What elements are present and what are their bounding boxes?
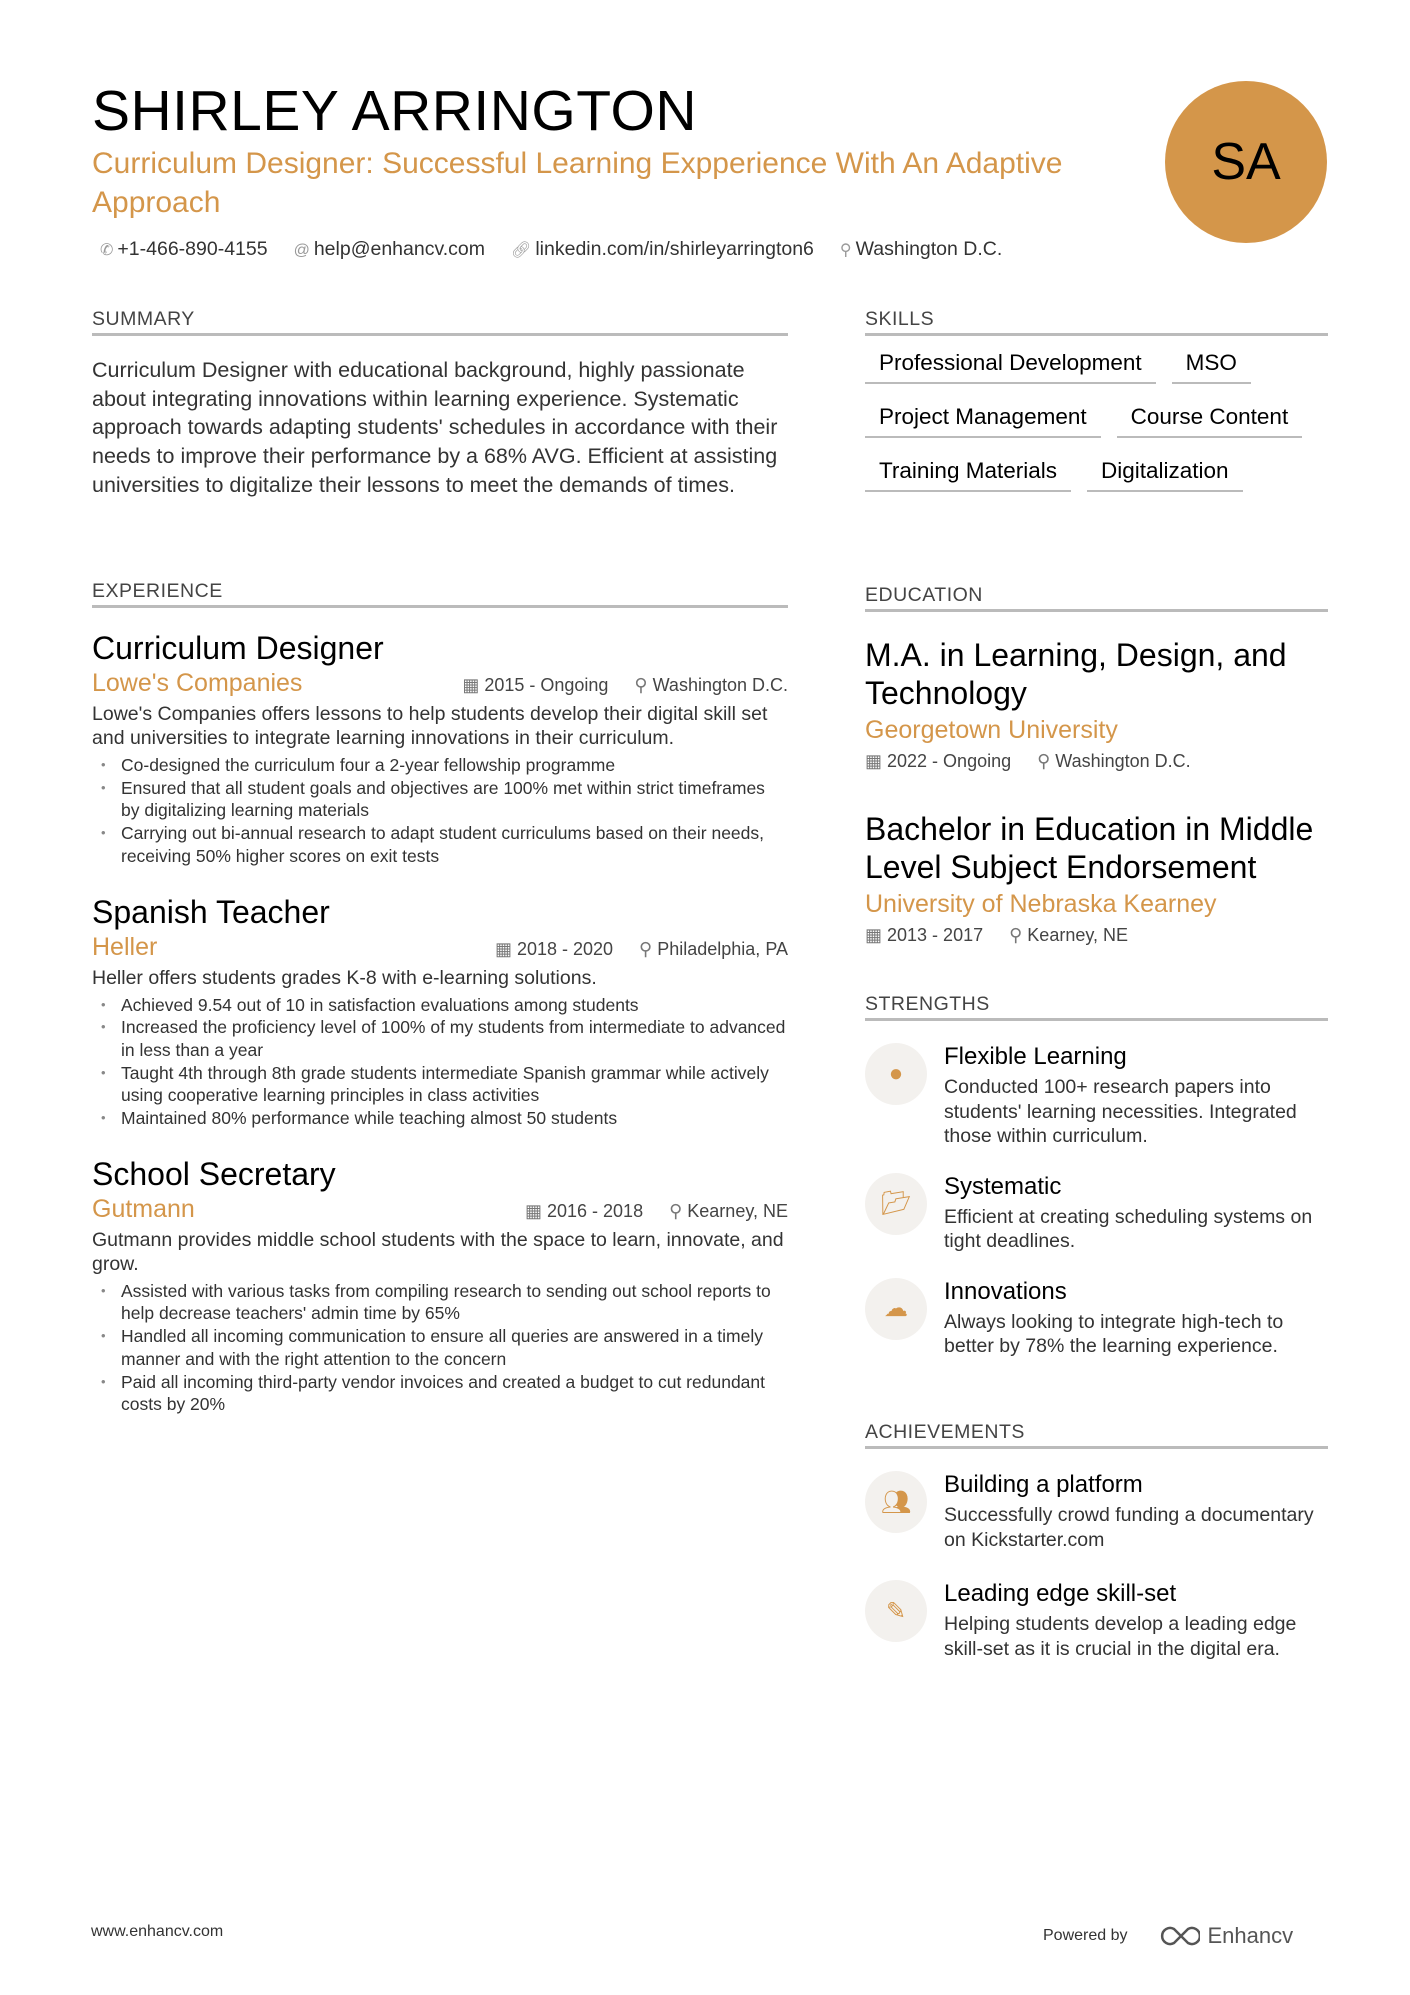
location-icon: ⚲ [639, 938, 653, 959]
skill-tag: Digitalization [1087, 458, 1243, 492]
item-description: Successfully crowd funding a documentary on Kickstarter.com [944, 1504, 1314, 1551]
company-name: Lowe's Companies [92, 669, 303, 697]
magic-wand-icon: ✎ [865, 1580, 927, 1642]
job-bullets [92, 754, 788, 868]
calendar-icon: ▦ [462, 675, 480, 695]
bullet-item: • Handled all incoming communication to ensure all queries are answered in a timely manner and with the right attention to the concern [121, 1325, 788, 1370]
candidate-title: Curriculum Designer: Successful Learning Expperience With An Adaptive Approach [92, 147, 1063, 219]
section-heading: ACHIEVEMENTS [865, 1421, 1328, 1449]
bullet-item: • Co-designed the curriculum four a 2-year fellowship programme [121, 754, 788, 777]
item-title: Systematic [944, 1172, 1062, 1200]
phone-icon: ✆ [100, 242, 114, 259]
item-description: Conducted 100+ research papers into students' learning necessities. Integrated those within curriculum. [944, 1076, 1297, 1147]
section-heading: SUMMARY [92, 308, 788, 336]
job-description: Heller offers students grades K-8 with e-learning solutions. [92, 966, 597, 989]
education-dates: 2022 - Ongoing [887, 751, 1012, 771]
location-icon: ⚲ [634, 675, 648, 695]
users-icon: 👥︎ [865, 1471, 927, 1533]
item-description: Efficient at creating scheduling systems on tight deadlines. [944, 1205, 1313, 1252]
strengths-item [865, 1278, 1328, 1359]
candidate-name: SHIRLEY ARRINGTON [92, 79, 698, 143]
company-name: Gutmann [92, 1194, 195, 1223]
job-dates: 2018 - 2020 [516, 938, 614, 959]
location-icon: ⚲ [1037, 751, 1051, 771]
contact-phone: ✆ +1-466-890-4155 [100, 238, 268, 260]
location-icon: ⚲ [669, 1200, 683, 1221]
strengths-item [865, 1043, 1328, 1149]
enhancv-logo-icon [1154, 1924, 1200, 1948]
education-dates: 2013 - 2017 [887, 925, 984, 945]
education-entry [865, 636, 1328, 772]
job-location: Kearney, NE [687, 1200, 788, 1221]
item-title: Leading edge skill-set [944, 1580, 1177, 1607]
job-location: Philadelphia, PA [657, 938, 788, 959]
summary-text: Curriculum Designer with educational background, highly passionate about integrating innovations within learning experience. Systematic approach towards adapting students' schedules in accordance with their needs to improve their performance by a 68% AVG. Efficient at assisting universities to digitalize their lessons to meet the demands of times. [92, 358, 778, 497]
link-icon: 🔗︎ [511, 242, 532, 259]
calendar-icon: ▦ [524, 1200, 542, 1221]
bullet-item: • Ensured that all student goals and objectives are 100% met within strict timeframes by digitalizing learning materials [121, 777, 788, 822]
job-entry [92, 630, 788, 868]
company-name: Heller [92, 932, 158, 961]
job-bullets [92, 1280, 788, 1416]
job-location: Washington D.C. [652, 675, 788, 695]
school-name: University of Nebraska Kearney [865, 890, 1217, 918]
bullet-item: • Increased the proficiency level of 100% of my students from intermediate to advanced in less than a year [121, 1016, 788, 1061]
apple-icon: ● [865, 1043, 927, 1105]
section-heading: SKILLS [865, 308, 1328, 336]
experience-section [92, 580, 788, 1416]
skill-tag: Professional Development [865, 350, 1156, 384]
skill-tag: MSO [1172, 350, 1251, 384]
folder-open-icon: 📂︎ [865, 1173, 927, 1235]
bullet-item: • Taught 4th through 8th grade students intermediate Spanish grammar while actively using cooperative learning principles in class activities [121, 1062, 788, 1107]
skill-tag: Project Management [865, 404, 1101, 438]
strengths-section [865, 993, 1328, 1359]
job-entry [92, 894, 788, 1130]
job-entry [92, 1156, 788, 1416]
education-section [865, 584, 1328, 946]
contact-bar [100, 238, 1002, 261]
section-heading: EXPERIENCE [92, 580, 788, 608]
achievements-section [865, 1421, 1328, 1661]
item-description: Helping students develop a leading edge skill-set as it is crucial in the digital era. [944, 1613, 1297, 1660]
skill-tag: Training Materials [865, 458, 1071, 492]
job-description: Gutmann provides middle school students with the space to learn, innovate, and grow. [92, 1228, 784, 1275]
job-title: School Secretary [92, 1155, 336, 1192]
job-dates: 2016 - 2018 [547, 1200, 644, 1221]
job-bullets [92, 994, 788, 1130]
item-title: Flexible Learning [944, 1043, 1127, 1070]
job-description: Lowe's Companies offers lessons to help students develop their digital skill set and universities to integrate learning innovations in their curriculum. [92, 703, 768, 749]
bullet-item: • Carrying out bi-annual research to adapt student curriculums based on their needs, receiving 50% higher scores on exit tests [121, 822, 788, 867]
footer-website[interactable]: www.enhancv.com [91, 1923, 224, 1940]
powered-by-label: Powered by [1043, 1927, 1128, 1944]
calendar-icon: ▦ [865, 751, 883, 771]
calendar-icon: ▦ [865, 925, 883, 945]
enhancv-logo: Enhancv [1154, 1923, 1294, 1949]
contact-location: ⚲ Washington D.C. [839, 238, 1003, 260]
footer-branding [1043, 1923, 1293, 1949]
school-name: Georgetown University [865, 716, 1118, 744]
at-icon: @ [293, 242, 310, 259]
calendar-icon: ▦ [494, 938, 512, 959]
section-heading: EDUCATION [865, 584, 1328, 612]
strengths-item [865, 1173, 1328, 1254]
achievements-item [865, 1471, 1328, 1552]
summary-section [92, 308, 788, 500]
education-location: Washington D.C. [1055, 751, 1191, 771]
achievements-item [865, 1580, 1328, 1661]
skill-tag: Course Content [1117, 404, 1303, 438]
bullet-item: • Assisted with various tasks from compiling research to sending out school reports to help decrease teachers' admin time by 65% [121, 1280, 788, 1325]
degree: M.A. in Learning, Design, and Technology [865, 637, 1287, 711]
brain-icon: ☁ [865, 1278, 927, 1340]
section-heading: STRENGTHS [865, 993, 1328, 1021]
location-icon: ⚲ [1009, 925, 1023, 945]
job-dates: 2015 - Ongoing [484, 675, 609, 695]
contact-email[interactable]: @ help@enhancv.com [293, 238, 486, 260]
job-title: Curriculum Designer [92, 630, 384, 666]
bullet-item: • Achieved 9.54 out of 10 in satisfaction evaluations among students [121, 994, 788, 1017]
location-icon: ⚲ [839, 242, 852, 259]
item-description: Always looking to integrate high-tech to better by 78% the learning experience. [944, 1310, 1284, 1357]
bullet-item: • Paid all incoming third-party vendor invoices and created a budget to cut redundant costs by 20% [121, 1371, 788, 1416]
job-title: Spanish Teacher [92, 893, 330, 930]
item-title: Innovations [944, 1277, 1067, 1305]
avatar: SA [1165, 81, 1327, 243]
item-title: Building a platform [944, 1471, 1143, 1498]
skills-section [865, 308, 1328, 492]
degree: Bachelor in Education in Middle Level Subject Endorsement [865, 811, 1314, 885]
education-entry [865, 810, 1328, 946]
bullet-item: • Maintained 80% performance while teaching almost 50 students [121, 1107, 788, 1130]
contact-linkedin[interactable]: 🔗︎ linkedin.com/in/shirleyarrington6 [511, 238, 814, 260]
education-location: Kearney, NE [1027, 925, 1129, 945]
